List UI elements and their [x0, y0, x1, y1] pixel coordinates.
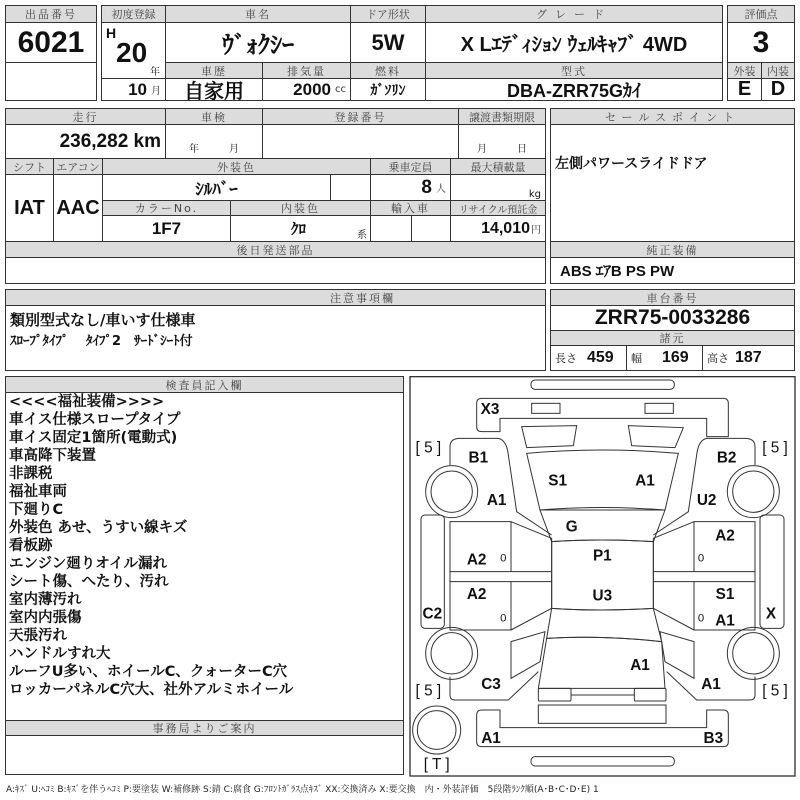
equipment: ABS ｴｱB PS PW [550, 257, 795, 284]
rear-glass [547, 608, 662, 641]
ext-color: ｼﾙﾊﾞｰ [102, 174, 331, 201]
int-color-unit: 系 [357, 230, 367, 241]
inspector-label: 検査員記入欄 [5, 376, 404, 393]
damage-mark: S1 [548, 472, 568, 490]
inspector-notes [9, 393, 293, 699]
month-value: 10 [128, 79, 147, 99]
damage-mark: A1 [715, 612, 735, 630]
first-reg-month [101, 78, 166, 101]
damage-mark: B3 [703, 730, 724, 748]
history: 自家用 [165, 78, 263, 101]
door-type: 5W [350, 22, 426, 63]
width-value: 169 [662, 349, 689, 366]
later-parts-label: 後日発送部品 [5, 241, 546, 258]
displacement-unit: cc [335, 84, 346, 95]
grade: X Lｴﾃﾞｨｼｮﾝ ｳｪﾙｷｬﾌﾞ 4WD [425, 22, 723, 63]
shift: IAT [5, 174, 54, 242]
inspector-note-line: エンジン廻りオイル漏れ [9, 556, 168, 572]
inspection-year-unit: 年 [189, 144, 199, 155]
equipment-label: 純正装備 [550, 241, 795, 258]
right-doors [653, 522, 755, 630]
rear-panel [538, 705, 666, 723]
length-value: 459 [587, 349, 614, 366]
inspector-note-line: 看板跡 [9, 538, 53, 554]
damage-mark: B1 [468, 449, 489, 467]
headlight-right [645, 403, 673, 413]
damage-mark: X3 [480, 401, 500, 419]
damage-mark: C2 [422, 605, 443, 623]
damage-mark: G [565, 518, 578, 536]
tire-depth: [ 5 ] [762, 682, 788, 700]
int-color-value: ｸﾛ [291, 221, 307, 238]
front-bumper [531, 380, 674, 389]
length [550, 345, 627, 371]
doc-day-unit: 日 [517, 144, 527, 155]
inspector-note-line: <<<<福祉装備>>>> [9, 394, 165, 410]
height-value: 187 [735, 349, 762, 366]
front-panel [477, 398, 729, 436]
caution-line: 類別型式なし/車いす仕様車 [10, 311, 196, 329]
import-label: 輸入車 [370, 200, 451, 216]
displacement-value: 2000 [293, 79, 331, 99]
door-handle-mark: 0 [500, 552, 507, 565]
model-code: DBA-ZRR75Gｶｲ [425, 78, 723, 101]
recycle-value: 14,010 [481, 219, 530, 237]
grade-label: グレード [425, 5, 723, 23]
door-label: ドア形状 [350, 5, 426, 23]
rear-bumper-panel [477, 710, 729, 747]
ext-color-label: 外装色 [102, 158, 371, 175]
inspector-note-line: ルーフU多い、ホイールC、クォーターC穴 [9, 664, 288, 680]
inspector-note-line: 室内薄汚れ [9, 592, 82, 608]
capacity [370, 174, 451, 201]
doc-deadline [458, 124, 546, 159]
tire-depth: [ 5 ] [415, 682, 442, 700]
damage-mark: A1 [481, 730, 501, 748]
ext-grade-label: 外装 [727, 62, 762, 79]
damage-mark: A2 [466, 586, 487, 604]
fuel-label: 燃料 [350, 62, 426, 79]
specs-label: 諸元 [550, 330, 795, 346]
diagram-frame [410, 377, 795, 776]
damage-mark: B2 [716, 449, 737, 467]
left-quarter-glass [511, 632, 545, 679]
inspector-note-line: ハンドルすれ大 [9, 646, 111, 662]
hood [522, 426, 684, 448]
damage-mark: A1 [635, 472, 655, 490]
ext-color-extra [330, 174, 371, 201]
damage-mark: X [765, 605, 777, 623]
recycle-unit: 円 [531, 225, 541, 236]
tire-depth: [ 5 ] [762, 439, 788, 457]
capacity-value: 8 [421, 176, 432, 198]
score-label: 評価点 [727, 5, 795, 23]
inspector-note-line: ロッカーパネルC穴大、社外アルミホイール [9, 682, 294, 698]
inspector-note-line: シート傷、へたり、汚れ [9, 574, 169, 590]
month-unit: 月 [151, 86, 161, 97]
max-load-label: 最大積載量 [450, 158, 546, 175]
caution-label: 注意事項欄 [5, 289, 546, 306]
chassis-number: ZRR75-0033286 [550, 305, 795, 331]
fuel: ｶﾞｿﾘﾝ [350, 78, 426, 101]
mileage-label: 走行 [5, 108, 166, 125]
inspector-note-line: 天張汚れ [9, 628, 67, 644]
mileage: 236,282 km [5, 124, 166, 159]
int-grade: D [761, 78, 795, 101]
damage-mark: A2 [715, 527, 735, 545]
width-label: 幅 [631, 352, 642, 365]
damage-mark: A1 [486, 492, 507, 510]
office-notes [5, 735, 404, 775]
car-name: ｳﾞｫｸｼｰ [165, 22, 351, 63]
score: 3 [727, 22, 795, 63]
length-label: 長さ [555, 352, 577, 365]
damage-mark: A2 [466, 551, 487, 569]
damage-mark: A1 [630, 657, 650, 675]
history-label: 車歴 [165, 62, 263, 79]
lot-label: 出品番号 [5, 5, 97, 23]
int-grade-label: 内装 [761, 62, 795, 79]
damage-mark: A1 [701, 676, 721, 694]
inspector-note-line: 室内内張傷 [9, 610, 82, 626]
damage-mark: P1 [592, 547, 612, 565]
tire-depth: [ 5 ] [415, 439, 442, 457]
car-name-label: 車名 [165, 5, 351, 23]
taillight-left [538, 688, 571, 701]
damage-mark: U3 [592, 587, 613, 605]
inspector-note-line: 車高降下装置 [9, 448, 96, 464]
shift-label: シフト [5, 158, 54, 175]
reg-number-label: 登録番号 [262, 108, 459, 125]
sales-point: 左側パワースライドドア [550, 124, 795, 242]
inspector-note-line: 外装色 あせ、うすい線キズ [9, 520, 188, 536]
capacity-label: 乗車定員 [370, 158, 451, 175]
door-handle-mark: 0 [500, 612, 507, 625]
damage-mark: S1 [715, 586, 735, 604]
max-load [450, 174, 546, 201]
spare-tire-mark: [ T ] [423, 756, 450, 774]
first-reg-label: 初度登録 [101, 5, 166, 23]
door-handle-mark: 0 [697, 552, 705, 565]
lot-number: 6021 [5, 22, 97, 63]
cowl [540, 510, 665, 542]
height [702, 345, 795, 371]
taillight-right [634, 688, 666, 701]
ext-grade: E [727, 78, 762, 101]
aircon: AAC [53, 174, 103, 242]
color-no: 1F7 [102, 215, 231, 242]
aircon-label: エアコン [53, 158, 103, 175]
inspector-note-line: 福祉車両 [9, 484, 67, 500]
era: H [106, 25, 117, 41]
rear-bumper [531, 757, 674, 766]
model-label: 型式 [425, 62, 723, 79]
doc-month-unit: 月 [477, 144, 487, 155]
capacity-unit: 人 [436, 184, 446, 195]
right-quarter-glass [660, 632, 694, 679]
lot-blank [5, 62, 97, 101]
year-value: 20 [116, 37, 148, 68]
import-cell-a [370, 215, 412, 242]
max-load-unit: kg [528, 189, 541, 200]
recycle-fee [450, 215, 546, 242]
legend: A:ｷｽﾞ U:ﾍｺﾐ B:ｷｽﾞを伴うﾍｺﾐ P:要塗装 W:補修跡 S:錆 C:腐食 G:ﾌﾛﾝﾄｶﾞﾗｽ点ｷｽﾞ XX:交換済み X:要交換 内・外装評価 5段階ﾗﾝｸ順(A･B･C･D･E) 1 [6, 785, 599, 795]
inspector-note-line: 車イス固定1箇所(電動式) [9, 430, 178, 446]
office-label: 事務局よりご案内 [5, 720, 404, 736]
first-reg-year [101, 22, 166, 79]
inspection-date [165, 124, 263, 159]
damage-mark: C3 [481, 676, 501, 694]
int-color [230, 215, 371, 242]
caution-notes [5, 305, 546, 371]
color-no-label: カラーNo. [102, 200, 231, 216]
inspector-note-line: 車イス仕様スロープタイプ [9, 412, 181, 428]
int-color-label: 内装色 [230, 200, 371, 216]
width [626, 345, 703, 371]
height-label: 高さ [707, 352, 729, 365]
reg-number [262, 124, 459, 159]
inspection-month-unit: 月 [229, 144, 239, 155]
import-cell-b [411, 215, 451, 242]
inspector-note-line: 下廻りC [9, 502, 64, 518]
recycle-label: リサイクル預託金 [450, 200, 546, 216]
displacement [262, 78, 351, 101]
later-parts [5, 257, 546, 284]
displacement-label: 排気量 [262, 62, 351, 79]
inspection-label: 車検 [165, 108, 263, 125]
door-handle-mark: 0 [697, 612, 705, 625]
damage-diagram [405, 375, 800, 780]
damage-mark: U2 [696, 492, 717, 510]
year-unit: 年 [150, 67, 160, 78]
sales-point-label: セールスポイント [550, 108, 795, 125]
headlight-left [532, 403, 560, 413]
inspector-note-line: 非課税 [9, 466, 53, 482]
doc-deadline-label: 譲渡書類期限 [458, 108, 546, 125]
caution-line: ｽﾛｰﾌﾟﾀｲﾌﾟ ﾀｲﾌﾟ2 ｻｰﾄﾞｼｰﾄ付 [10, 334, 193, 349]
chassis-label: 車台番号 [550, 289, 795, 306]
